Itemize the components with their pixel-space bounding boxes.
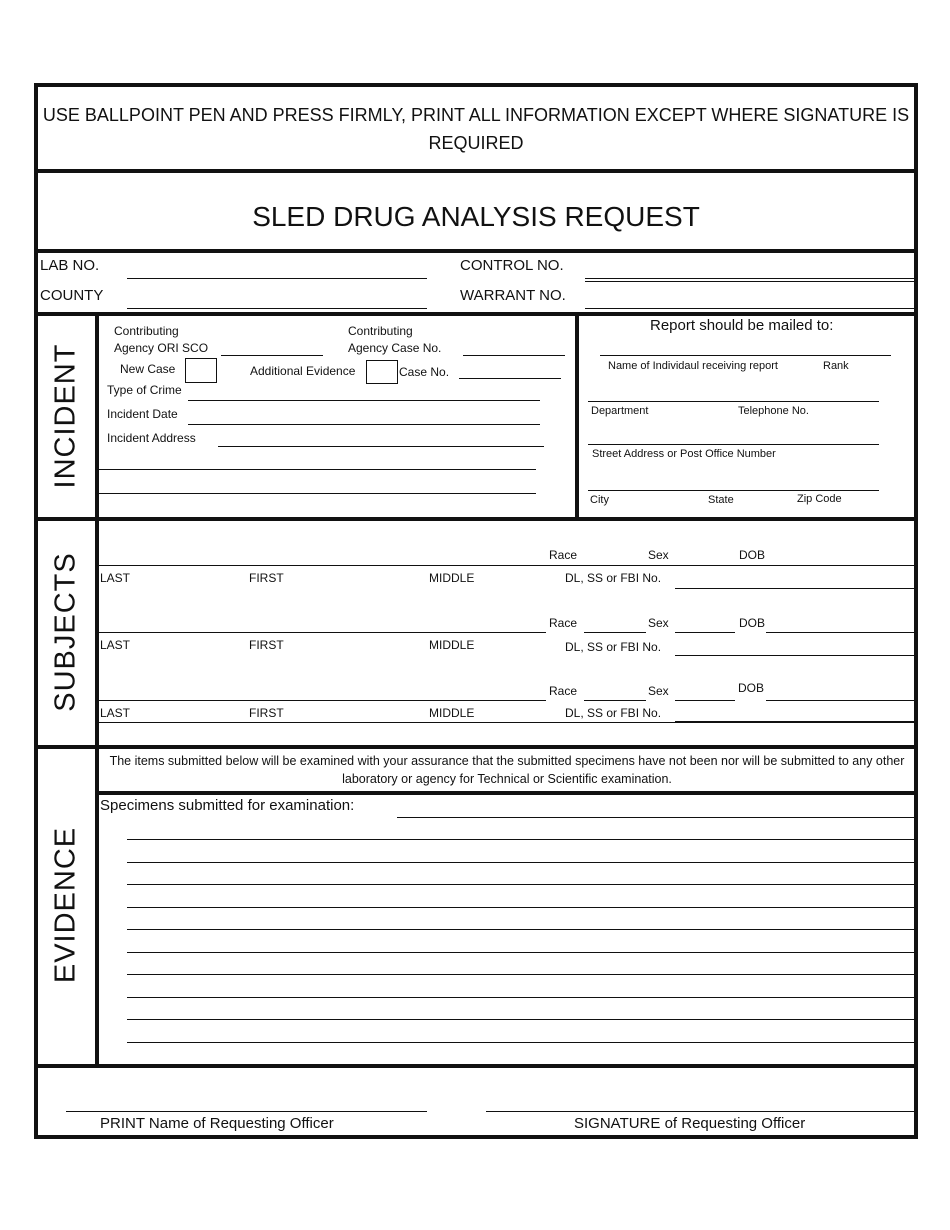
lab-no-label: LAB NO. (40, 257, 100, 274)
incident-date-field[interactable] (188, 424, 540, 425)
divider-incident-left (34, 517, 96, 521)
divider-title (34, 249, 918, 253)
contributing-label-1: Contributing (114, 324, 179, 338)
agency-case-no-label: Agency Case No. (348, 341, 442, 355)
page-title: SLED DRUG ANALYSIS REQUEST (252, 201, 700, 232)
specimens-line-1[interactable] (127, 839, 914, 840)
specimens-line-6[interactable] (127, 952, 914, 953)
subject-2-dob-label: DOB (739, 616, 766, 630)
specimens-label: Specimens submitted for examination: (100, 797, 355, 814)
incident-address-field[interactable] (218, 446, 544, 447)
frame-right (914, 83, 918, 1139)
incident-date-label: Incident Date (107, 407, 178, 421)
subject-3-race-label: Race (549, 684, 578, 698)
frame-left (34, 83, 38, 1139)
control-no-label: CONTROL NO. (460, 257, 564, 274)
zip-label: Zip Code (797, 493, 842, 505)
specimens-line-4[interactable] (127, 907, 914, 908)
control-no-field[interactable] (585, 278, 914, 279)
specimens-line-5[interactable] (127, 929, 914, 930)
agency-ori-label: Agency ORI SCO (114, 341, 209, 355)
subject-3-sex-field[interactable] (675, 700, 735, 701)
county-field[interactable] (127, 308, 427, 309)
subject-3-bottom-line (99, 722, 914, 723)
subject-3-middle-label: MIDDLE (429, 706, 475, 720)
divider-incident (95, 517, 918, 521)
additional-evidence-label: Additional Evidence (250, 364, 356, 378)
signature-field[interactable] (486, 1111, 914, 1112)
specimens-line-2[interactable] (127, 862, 914, 863)
state-label: State (708, 494, 734, 506)
recipient-name-label: Name of Individaul receiving report (608, 360, 778, 372)
warrant-no-field[interactable] (585, 308, 914, 309)
subject-1-row-divider (546, 565, 914, 566)
instructions-text: USE BALLPOINT PEN AND PRESS FIRMLY, PRINT ALL INFORMATION EXCEPT WHERE SIGNATURE IS REQUIRED (42, 105, 910, 153)
incident-address-line-2[interactable] (99, 469, 536, 470)
recipient-name-field[interactable] (600, 355, 891, 356)
incident-address-line-3[interactable] (99, 493, 536, 494)
subject-1-dob-label: DOB (739, 548, 766, 562)
subject-1-middle-label: MIDDLE (429, 571, 475, 585)
department-field[interactable] (588, 401, 879, 402)
incident-section-label: INCIDENT (49, 343, 82, 489)
county-label: COUNTY (40, 287, 104, 304)
subject-3-race-field[interactable] (584, 700, 646, 701)
frame-bottom (34, 1135, 918, 1139)
subject-2-dob-field[interactable] (766, 632, 914, 633)
subject-3-dob-label: DOB (738, 681, 765, 695)
specimens-line-3[interactable] (127, 884, 914, 885)
frame-top (34, 83, 918, 87)
subject-2-dl-label: DL, SS or FBI No. (565, 640, 662, 654)
assurance-text: The items submitted below will be examined with your assurance that the submitted specimens have not been nor will be submitted to any other laboratory or agency for Technical or Scientific examination. (109, 754, 905, 786)
case-no-field[interactable] (459, 378, 561, 379)
divider-evidence (34, 1064, 918, 1068)
specimens-line-10[interactable] (127, 1042, 914, 1043)
subject-1-dl-label: DL, SS or FBI No. (565, 571, 662, 585)
new-case-label: New Case (120, 362, 176, 376)
street-label: Street Address or Post Office Number (592, 448, 776, 460)
telephone-label: Telephone No. (738, 405, 809, 417)
subject-1-name-field[interactable] (99, 565, 546, 566)
subject-3-dob-field[interactable] (766, 700, 914, 701)
city-label: City (590, 494, 609, 506)
incident-address-label: Incident Address (107, 431, 196, 445)
subject-1-last-label: LAST (100, 571, 131, 585)
city-state-zip-field[interactable] (588, 490, 879, 491)
department-label: Department (591, 405, 649, 417)
subject-3-dl-label: DL, SS or FBI No. (565, 706, 662, 720)
divider-header (34, 169, 918, 173)
print-name-label: PRINT Name of Requesting Officer (100, 1115, 334, 1132)
type-of-crime-field[interactable] (188, 400, 540, 401)
subject-2-dl-field[interactable] (675, 655, 914, 656)
specimens-line-9[interactable] (127, 1019, 914, 1020)
street-field[interactable] (588, 444, 879, 445)
incident-mailing-divider (575, 312, 579, 520)
additional-evidence-checkbox[interactable] (366, 360, 398, 384)
print-name-field[interactable] (66, 1111, 427, 1112)
new-case-checkbox[interactable] (185, 358, 217, 383)
contributing-label-2: Contributing (348, 324, 413, 338)
evidence-section-label: EVIDENCE (49, 826, 82, 984)
case-no-label: Case No. (399, 365, 450, 379)
section-label-divider (95, 312, 99, 1066)
subject-2-first-label: FIRST (249, 638, 284, 652)
subject-2-last-label: LAST (100, 638, 131, 652)
subject-1-sex-label: Sex (648, 548, 669, 562)
specimens-line-0[interactable] (397, 817, 914, 818)
signature-label: SIGNATURE of Requesting Officer (574, 1115, 806, 1132)
top-row-divider (585, 281, 914, 282)
type-of-crime-label: Type of Crime (107, 383, 182, 397)
subject-1-race-label: Race (549, 548, 578, 562)
subject-3-sex-label: Sex (648, 684, 669, 698)
specimens-line-8[interactable] (127, 997, 914, 998)
agency-ori-field[interactable] (221, 355, 323, 356)
subject-2-race-field[interactable] (584, 632, 646, 633)
divider-subjects (34, 745, 918, 749)
subject-2-sex-field[interactable] (675, 632, 735, 633)
lab-no-field[interactable] (127, 278, 427, 279)
rank-label: Rank (823, 360, 849, 372)
subject-1-dl-field[interactable] (675, 588, 914, 589)
divider-assurance (95, 791, 918, 795)
warrant-no-label: WARRANT NO. (460, 287, 566, 304)
mailing-heading: Report should be mailed to: (650, 317, 834, 334)
subject-3-last-label: LAST (100, 706, 131, 720)
subject-2-race-label: Race (549, 616, 578, 630)
subject-3-name-field[interactable] (99, 700, 546, 701)
subject-2-name-field[interactable] (99, 632, 546, 633)
subject-2-middle-label: MIDDLE (429, 638, 475, 652)
divider-top-fields (34, 312, 918, 316)
specimens-line-7[interactable] (127, 974, 914, 975)
subject-2-sex-label: Sex (648, 616, 669, 630)
subjects-section-label: SUBJECTS (49, 552, 82, 712)
subject-3-first-label: FIRST (249, 706, 284, 720)
agency-case-no-field[interactable] (463, 355, 565, 356)
subject-1-first-label: FIRST (249, 571, 284, 585)
